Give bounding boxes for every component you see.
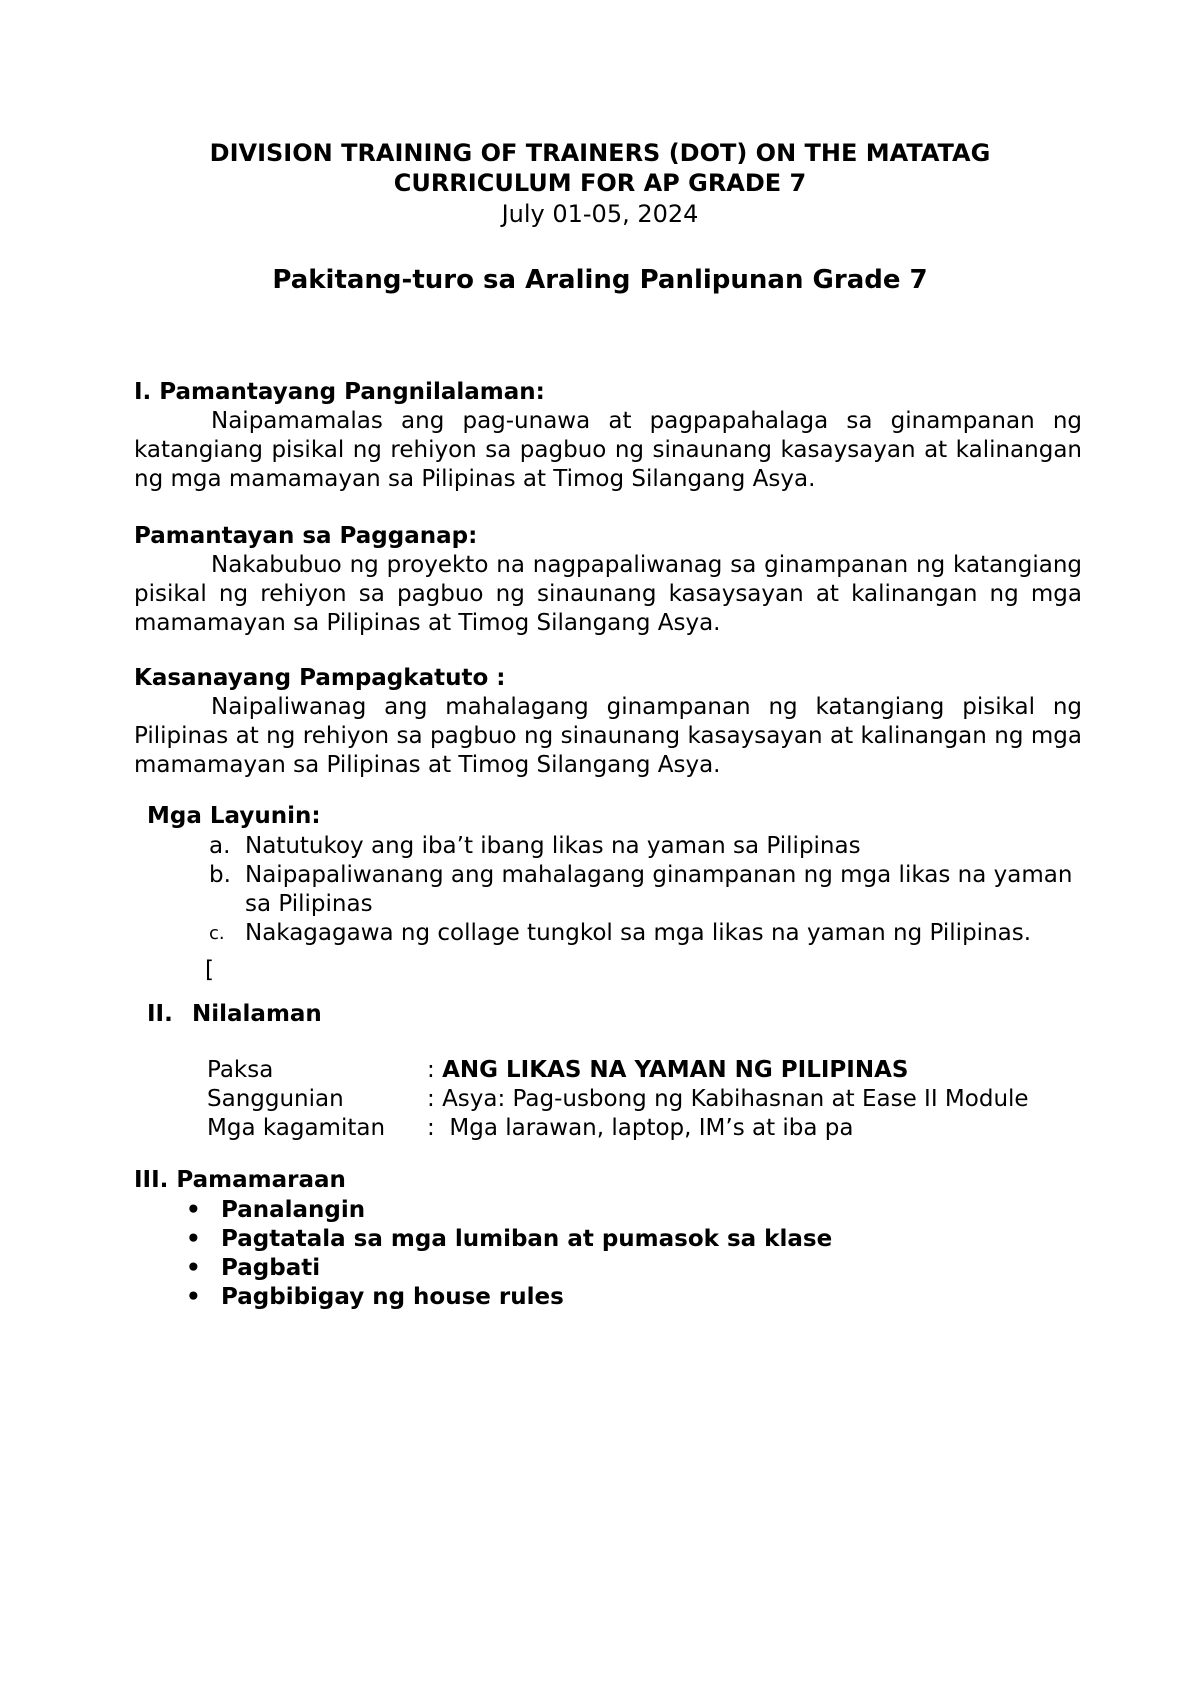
procedure-item <box>180 1283 832 1312</box>
objective-item <box>205 832 1085 861</box>
performance-standard-heading: Pamantayan sa Pagganap: <box>134 523 478 549</box>
title-line-1: DIVISION TRAINING OF TRAINERS (DOT) ON THE MATATAG <box>209 139 991 167</box>
detail-value: Asya: Pag-usbong ng Kabihasnan at Ease II Module <box>442 1086 1029 1112</box>
objectives-list <box>205 832 1085 948</box>
stray-bracket-mark: [ <box>205 957 214 983</box>
objective-text: Natutukoy ang iba’t ibang likas na yaman sa Pilipinas <box>245 833 861 859</box>
content-section-number: II. <box>147 1001 173 1027</box>
detail-key: Paksa <box>207 1057 274 1083</box>
content-section-title: Nilalaman <box>192 1001 322 1027</box>
content-standard-text: Naipamamalas ang pag-unawa at pagpapahalaga sa ginampanan ng katangiang pisikal ng rehiyon sa pagbuo ng sinaunang kasaysayan at kalinangan ng mga mamamayan sa Pilipinas at Timog Silangang Asya. <box>134 408 1082 492</box>
content-details-table <box>207 1056 1029 1143</box>
detail-row-materials <box>207 1114 1029 1143</box>
performance-standard-text: Nakabubuo ng proyekto na nagpapaliwanag sa ginampanan ng katangiang pisikal ng rehiyon sa pagbuo ng sinaunang kasaysayan at kalinangan ng mga mamamayan sa Pilipinas at Timog Silangang Asya. <box>134 552 1082 636</box>
content-section-heading <box>147 1000 322 1029</box>
detail-row-topic <box>207 1056 1029 1085</box>
detail-row-reference <box>207 1085 1029 1114</box>
procedure-item-text: Panalangin <box>221 1197 366 1223</box>
objectives-heading: Mga Layunin: <box>147 803 321 829</box>
competency-section <box>134 664 1082 780</box>
objective-text: Naipapaliwanang ang mahalagang ginampanan ng mga likas na yaman sa Pilipinas <box>245 862 1073 917</box>
bullet-icon: • <box>186 1226 201 1252</box>
detail-value: Mga larawan, laptop, IM’s at iba pa <box>449 1115 854 1141</box>
competency-heading: Kasanayang Pampagkatuto : <box>134 665 506 691</box>
content-standard-section <box>134 378 1082 494</box>
procedure-item-text: Pagbibigay ng house rules <box>221 1284 564 1310</box>
title-line-2: CURRICULUM FOR AP GRADE 7 <box>393 169 807 197</box>
procedure-item-text: Pagtatala sa mga lumiban at pumasok sa klase <box>221 1226 833 1252</box>
objective-item <box>205 861 1085 919</box>
lesson-title: Pakitang-turo sa Araling Panlipunan Grade 7 <box>272 265 928 295</box>
procedure-item <box>180 1254 832 1283</box>
bullet-icon: • <box>186 1255 201 1281</box>
performance-standard-section <box>134 522 1082 638</box>
detail-separator: : <box>427 1086 443 1112</box>
document-header <box>0 138 1200 230</box>
competency-text: Naipaliwanag ang mahalagang ginampanan ng katangiang pisikal ng Pilipinas at ng rehiyon sa pagbuo ng sinaunang kasaysayan at kalinangan ng mga mamamayan sa Pilipinas at Timog Silangang Asya. <box>134 694 1082 778</box>
objective-marker: a. <box>209 833 231 859</box>
procedure-heading: III. Pamamaraan <box>134 1167 346 1193</box>
procedure-item-text: Pagbati <box>221 1255 321 1281</box>
detail-separator: : <box>427 1057 443 1083</box>
objective-item <box>205 919 1085 948</box>
procedure-item <box>180 1196 832 1225</box>
objective-marker: c. <box>209 923 225 944</box>
training-date: July 01-05, 2024 <box>501 200 699 228</box>
procedure-list <box>180 1196 832 1312</box>
content-standard-heading: I. Pamantayang Pangnilalaman: <box>134 379 545 405</box>
detail-separator: : <box>427 1115 450 1141</box>
detail-value: ANG LIKAS NA YAMAN NG PILIPINAS <box>442 1057 909 1083</box>
detail-key: Sanggunian <box>207 1086 344 1112</box>
procedure-item <box>180 1225 832 1254</box>
objective-marker: b. <box>209 862 231 888</box>
bullet-icon: • <box>186 1197 201 1223</box>
detail-key: Mga kagamitan <box>207 1115 386 1141</box>
bullet-icon: • <box>186 1284 201 1310</box>
objective-text: Nakagagawa ng collage tungkol sa mga likas na yaman ng Pilipinas. <box>245 920 1032 946</box>
